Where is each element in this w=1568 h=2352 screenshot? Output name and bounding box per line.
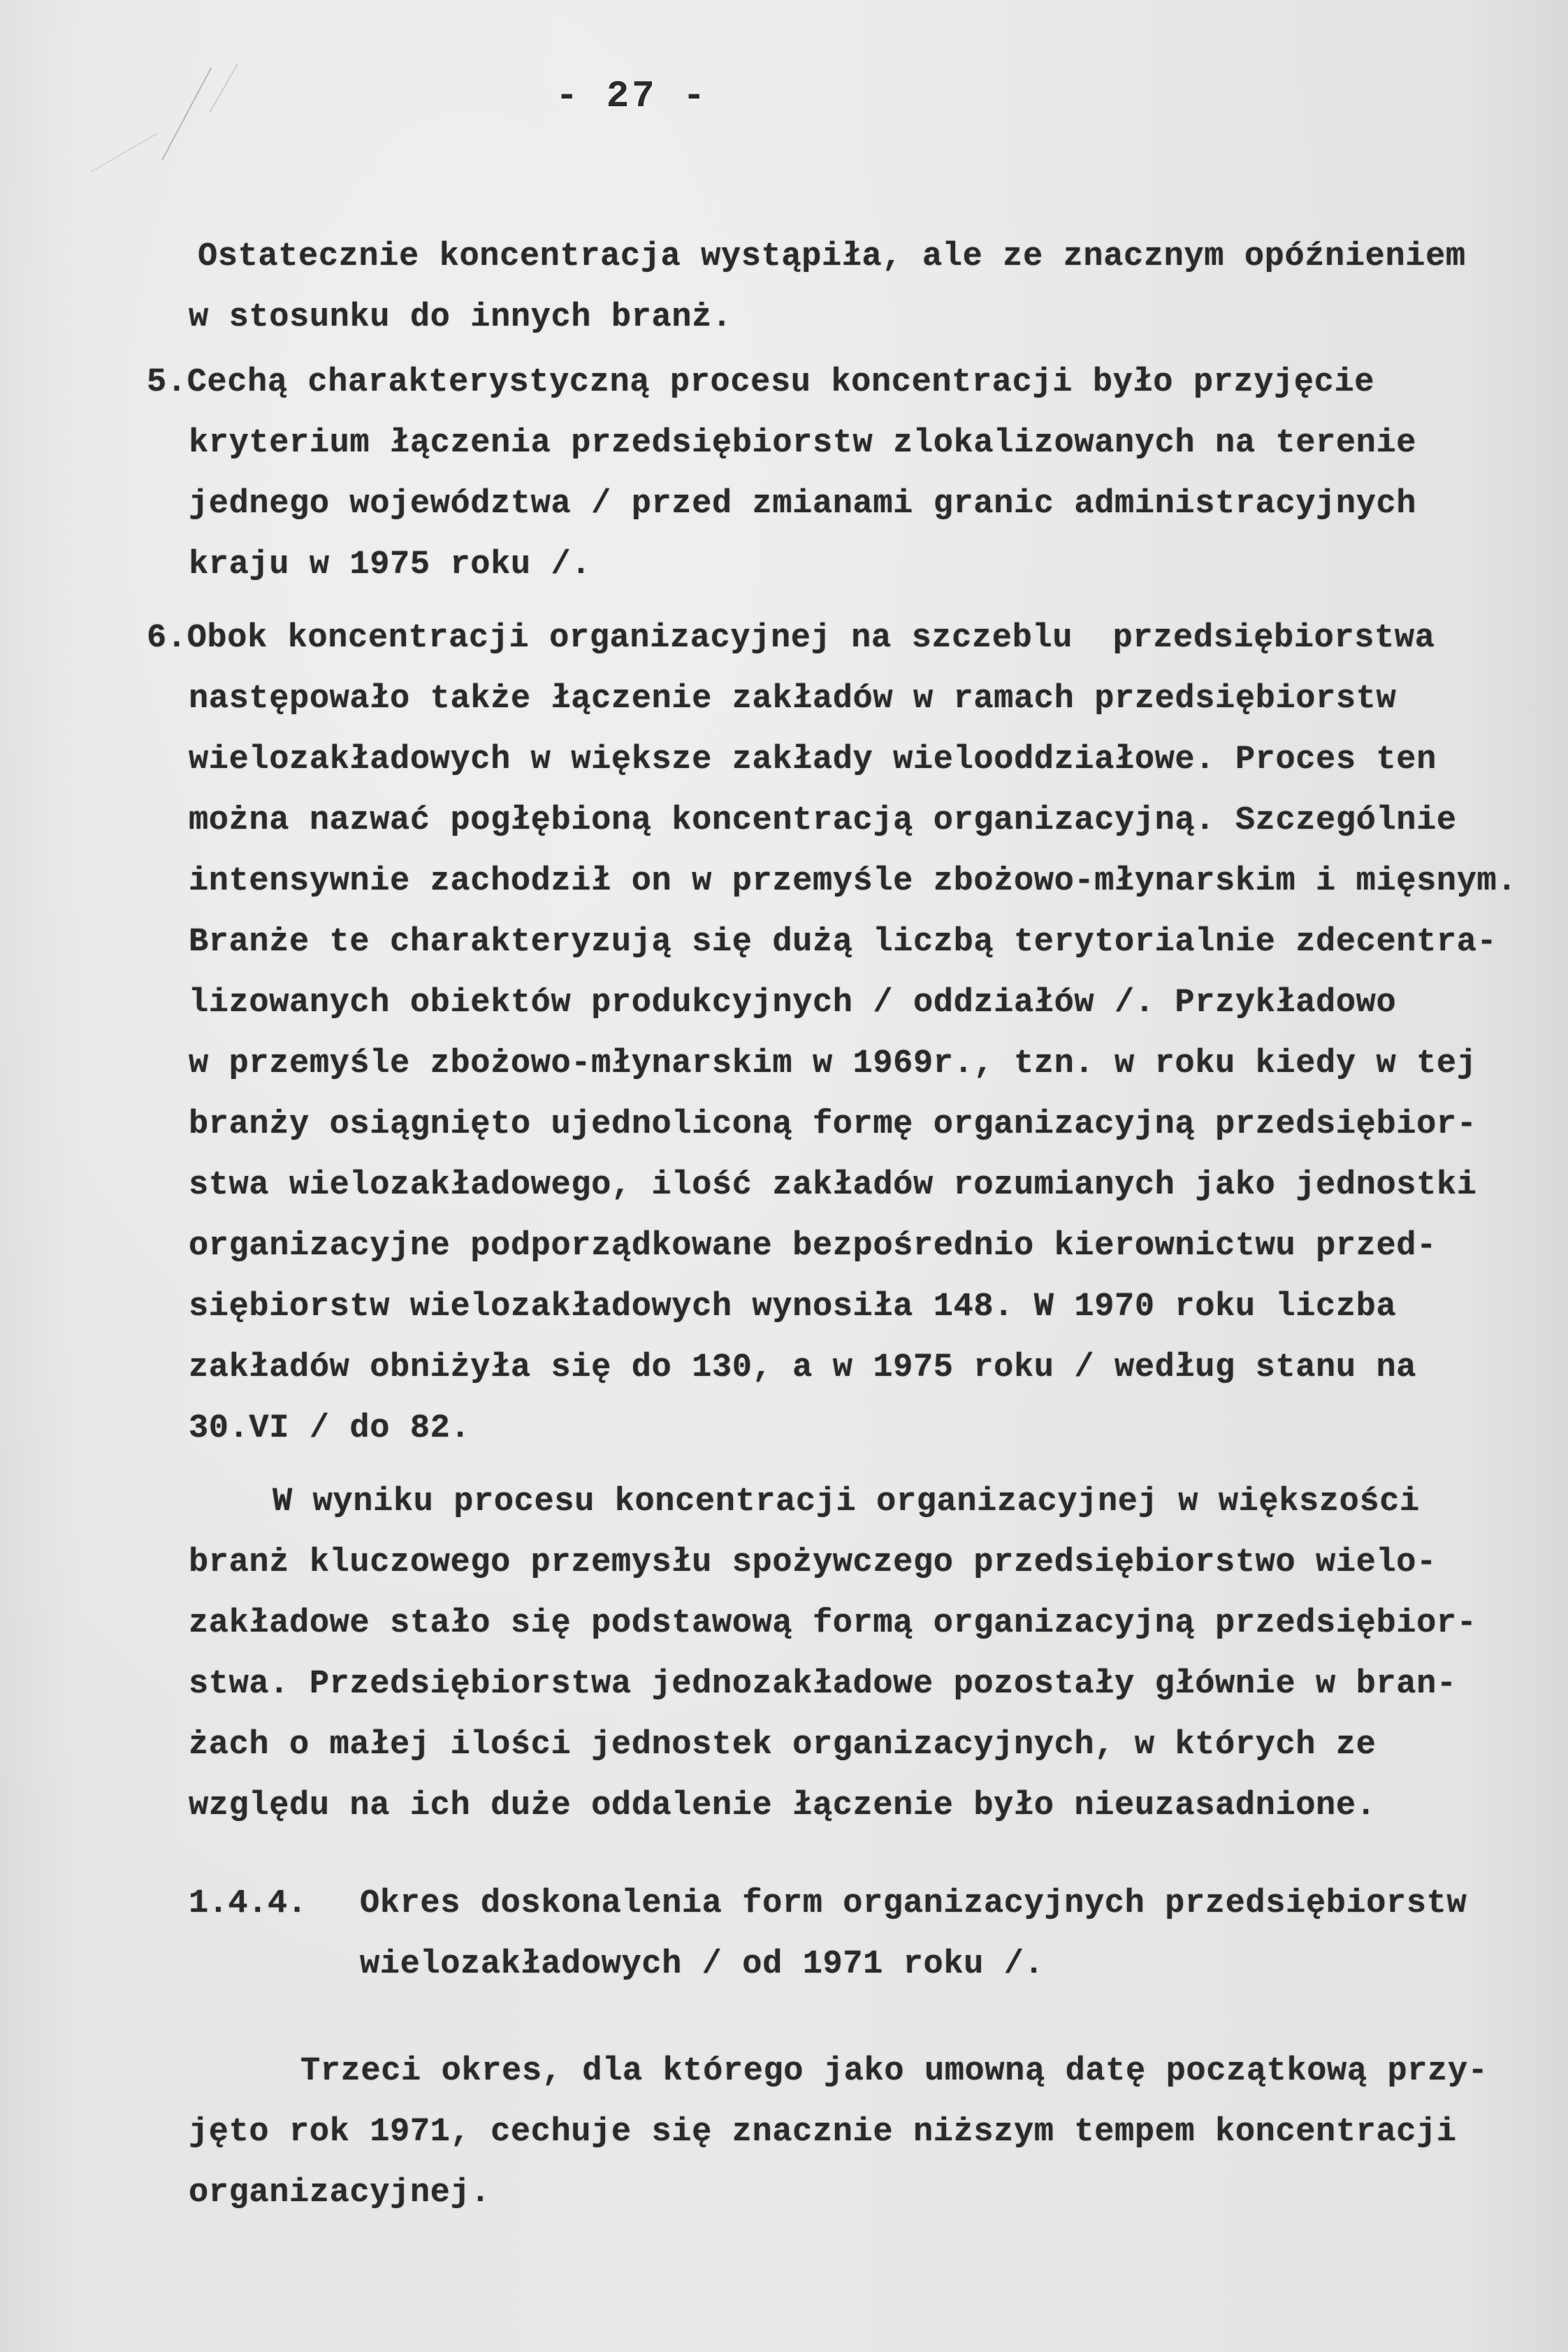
list-item-6-line: organizacyjne podporządkowane bezpośrednio kierownictwu przed- (189, 1228, 1437, 1265)
section-number: 1.4.4. (189, 1885, 307, 1922)
paragraph-line: jęto rok 1971, cechuje się znacznie niższym tempem koncentracji (189, 2114, 1457, 2151)
section-heading-line: wielozakładowych / od 1971 roku /. (360, 1946, 1045, 1983)
paragraph-line: Trzeci okres, dla którego jako umowną datę początkową przy- (300, 2053, 1488, 2090)
list-item-5-line: jednego województwa / przed zmianami granic administracyjnych (189, 486, 1417, 523)
paragraph-line: względu na ich duże oddalenie łączenie było nieuzasadnione. (189, 1787, 1377, 1824)
text-line: Ostatecznie koncentracja wystąpiła, ale ze znacznym opóźnieniem (198, 238, 1466, 275)
list-item-6-line: stwa wielozakładowego, ilość zakładów rozumianych jako jednostki (189, 1167, 1477, 1204)
paragraph-line: branż kluczowego przemysłu spożywczego przedsiębiorstwo wielo- (189, 1544, 1437, 1581)
paragraph-line: stwa. Przedsiębiorstwa jednozakładowe pozostały głównie w bran- (189, 1666, 1457, 1703)
section-heading-line: Okres doskonalenia form organizacyjnych przedsiębiorstw (360, 1885, 1467, 1922)
list-item-6-line: lizowanych obiektów produkcyjnych / oddziałów /. Przykładowo (189, 985, 1397, 1022)
paragraph-line: żach o małej ilości jednostek organizacyjnych, w których ze (189, 1727, 1377, 1764)
scratch-mark (91, 133, 158, 173)
list-item-5-line: 5.Cechą charakterystyczną procesu koncentracji było przyjęcie (147, 364, 1375, 401)
text-line: w stosunku do innych branż. (189, 299, 732, 336)
scratch-mark (161, 67, 212, 160)
paragraph-line: zakładowe stało się podstawową formą organizacyjną przedsiębior- (189, 1605, 1477, 1642)
list-item-6-line: następowało także łączenie zakładów w ramach przedsiębiorstw (189, 681, 1397, 718)
list-item-6-line: siębiorstw wielozakładowych wynosiła 148. W 1970 roku liczba (189, 1288, 1397, 1326)
list-item-6-line: zakładów obniżyła się do 130, a w 1975 roku / według stanu na (189, 1349, 1417, 1386)
list-item-6-line: intensywnie zachodził on w przemyśle zbożowo-młynarskim i mięsnym. (189, 863, 1518, 900)
paragraph-line: organizacyjnej. (189, 2175, 491, 2212)
scratch-mark (209, 64, 238, 112)
list-item-5-line: kryterium łączenia przedsiębiorstw zlokalizowanych na terenie (189, 425, 1417, 462)
list-item-6-line: w przemyśle zbożowo-młynarskim w 1969r., tzn. w roku kiedy w tej (189, 1045, 1477, 1082)
page-number: - 27 - (556, 75, 709, 118)
list-item-6-line: 30.VI / do 82. (189, 1410, 471, 1447)
list-item-6-line: Branże te charakteryzują się dużą liczbą terytorialnie zdecentra- (189, 924, 1497, 961)
list-item-6-line: można nazwać pogłębioną koncentracją organizacyjną. Szczególnie (189, 802, 1457, 839)
paragraph-line: W wyniku procesu koncentracji organizacyjnej w większości (273, 1483, 1420, 1520)
list-item-6-line: branży osiągnięto ujednoliconą formę organizacyjną przedsiębior- (189, 1106, 1477, 1143)
list-item-6-line: 6.Obok koncentracji organizacyjnej na szczeblu przedsiębiorstwa (147, 620, 1435, 657)
list-item-6-line: wielozakładowych w większe zakłady wielooddziałowe. Proces ten (189, 741, 1437, 778)
list-item-5-line: kraju w 1975 roku /. (189, 546, 592, 583)
